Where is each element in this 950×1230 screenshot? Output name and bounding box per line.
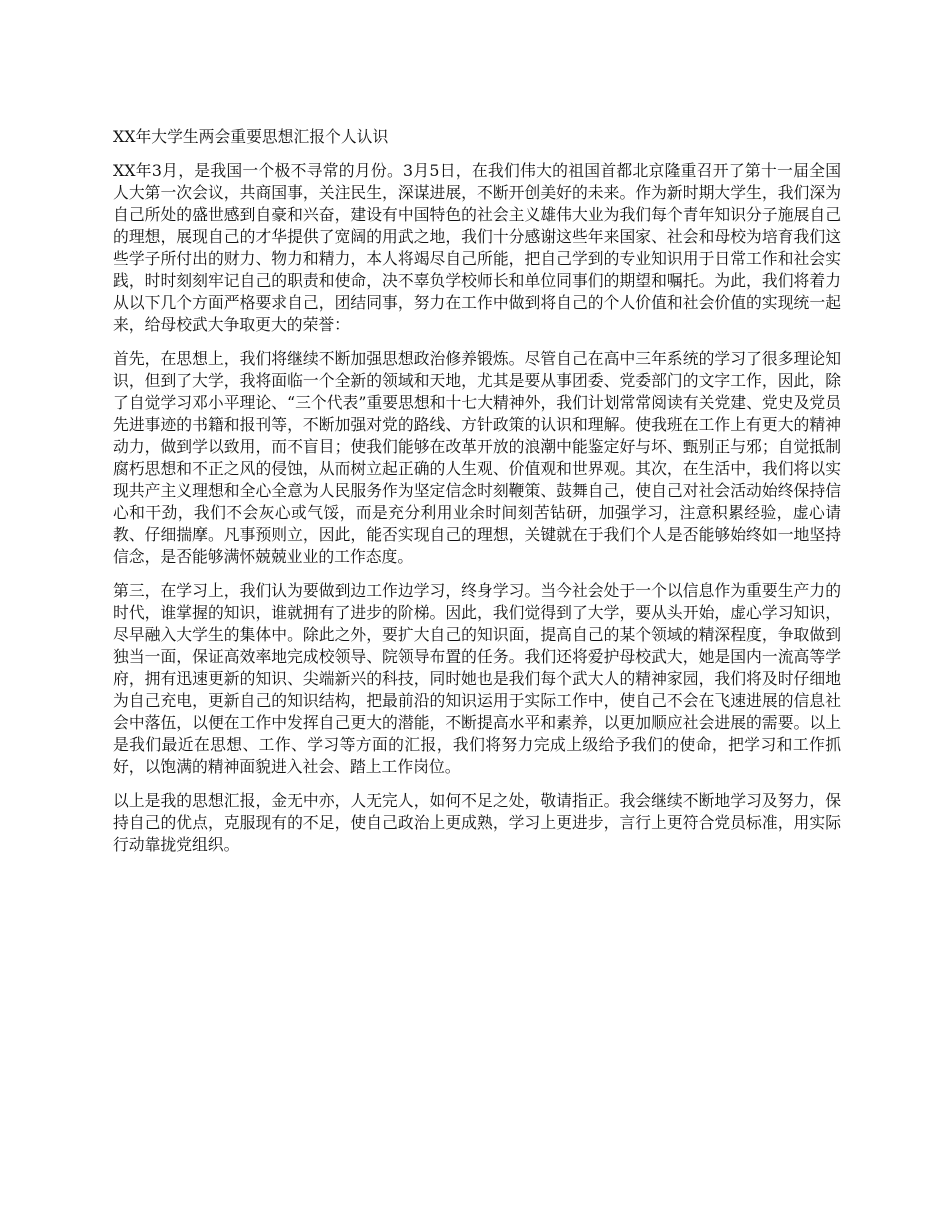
paragraph-thought: 首先，在思想上，我们将继续不断加强思想政治修养锻炼。尽管自己在高中三年系统的学习了很多理论知识，但到了大学，我将面临一个全新的领域和天地，尤其是要从事团委、党委部门的文字工作，因此，除了自觉学习邓小平理论、“三个代表”重要思想和十七大精神外，我们计划常常阅读有关党建、党史及党员先进事迹的书籍和报刊等，不断加强对党的路线、方针政策的认识和理解。使我班在工作上有更大的精神动力，做到学以致用，而不盲目；使我们能够在改革开放的浪潮中能鉴定好与坏、甄别正与邪；自觉抵制腐朽思想和不正之风的侵蚀，从而树立起正确的人生观、价值观和世界观。其次，在生活中，我们将以实现共产主义理想和全心全意为人民服务作为坚定信念时刻鞭策、鼓舞自己，使自己对社会活动始终保持信心和干劲，我们不会灰心或气馁，而是充分利用业余时间刻苦钻研，加强学习，注意积累经验，虚心请教、仔细揣摩。凡事预则立，因此，能否实现自己的理想，关键就在于我们个人是否能够始终如一地坚持信念，是否能够满怀兢兢业业的工作态度。 bbox=[113, 349, 841, 566]
document-title: XX年大学生两会重要思想汇报个人认识 bbox=[113, 127, 389, 146]
paragraph-intro: XX年3月，是我国一个极不寻常的月份。3月5日，在我们伟大的祖国首都北京隆重召开了第十一届全国人大第一次会议，共商国事，关注民生，深谋进展，不断开创美好的未来。作为新时期大学生，我们深为自己所处的盛世感到自豪和兴奋，建设有中国特色的社会主义雄伟大业为我们每个青年知识分子施展自己的理想，展现自己的才华提供了宽阔的用武之地，我们十分感谢这些年来国家、社会和母校为培育我们这些学子所付出的财力、物力和精力，本人将竭尽自己所能，把自己学到的专业知识用于日常工作和社会实践，时时刻刻牢记自己的职责和使命，决不辜负学校师长和单位同事们的期望和嘱托。为此，我们将着力从以下几个方面严格要求自己，团结同事，努力在工作中做到将自己的个人价值和社会价值的实现统一起来，给母校武大争取更大的荣誉： bbox=[113, 161, 841, 334]
document-body bbox=[113, 126, 841, 868]
paragraph-conclusion: 以上是我的思想汇报，金无中亦，人无完人，如何不足之处，敬请指正。我会继续不断地学习及努力，保持自己的优点，克服现有的不足，使自己政治上更成熟，学习上更进步，言行上更符合党员标准，用实际行动靠拢党组织。 bbox=[113, 791, 841, 854]
paragraph-study: 第三，在学习上，我们认为要做到边工作边学习，终身学习。当今社会处于一个以信息作为重要生产力的时代，谁掌握的知识，谁就拥有了进步的阶梯。因此，我们觉得到了大学，要从头开始，虚心学习知识，尽早融入大学生的集体中。除此之外，要扩大自己的知识面，提高自己的某个领域的精深程度，争取做到独当一面，保证高效率地完成校领导、院领导布置的任务。我们还将爱护母校武大，她是国内一流高等学府，拥有迅速更新的知识、尖端新兴的科技，同时她也是我们每个武大人的精神家园，我们将及时仔细地为自己充电，更新自己的知识结构，把最前沿的知识运用于实际工作中，使自己不会在飞速进展的信息社会中落伍，以便在工作中发挥自己更大的潜能，不断提高水平和素养，以更加顺应社会进展的需要。以上是我们最近在思想、工作、学习等方面的汇报，我们将努力完成上级给予我们的使命，把学习和工作抓好，以饱满的精神面貌进入社会、踏上工作岗位。 bbox=[113, 581, 841, 776]
